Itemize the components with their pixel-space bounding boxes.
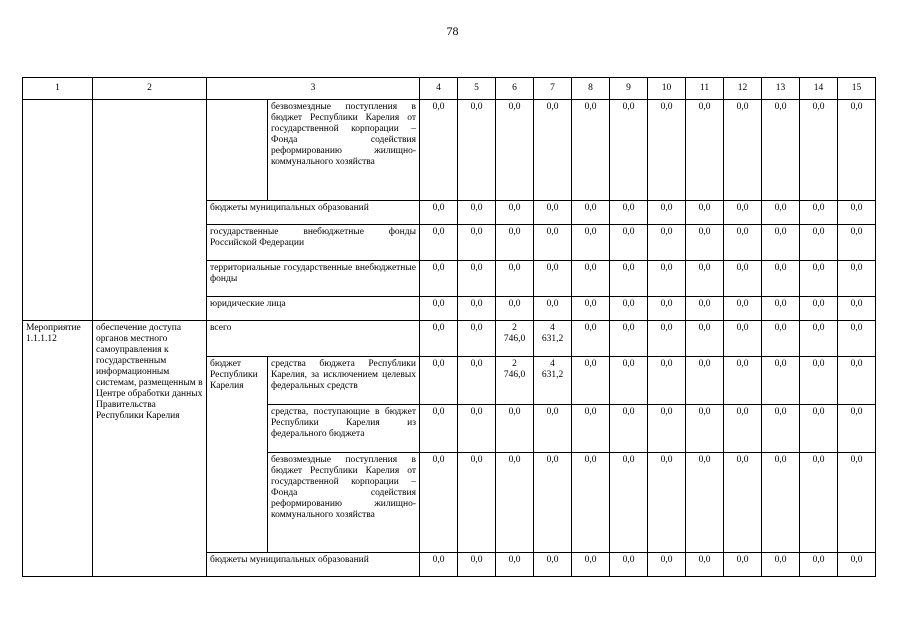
- value-cell: 0,0: [800, 553, 838, 577]
- value-cell: 0,0: [610, 297, 648, 321]
- value-cell: 0,0: [572, 100, 610, 201]
- value-cell: 0,0: [648, 225, 686, 261]
- value-cell: 0,0: [610, 321, 648, 357]
- value-cell: 0,0: [610, 453, 648, 553]
- value-cell: 0,0: [762, 553, 800, 577]
- value-cell: 0,0: [686, 201, 724, 225]
- event-id-cell-empty: [23, 100, 93, 321]
- value-cell: 0,0: [686, 357, 724, 405]
- source-label: юридические лица: [207, 297, 420, 321]
- value-cell: 0,0: [534, 297, 572, 321]
- value-cell: 0,0: [610, 100, 648, 201]
- column-header: 15: [838, 78, 876, 100]
- value-cell: 0,0: [724, 357, 762, 405]
- value-cell: 0,0: [610, 357, 648, 405]
- column-header: 3: [207, 78, 420, 100]
- source-group-cell-empty: [207, 100, 268, 201]
- value-cell: 0,0: [686, 553, 724, 577]
- value-cell: 0,0: [458, 261, 496, 297]
- source-label: бюджеты муниципальных образований: [207, 553, 420, 577]
- source-label: всего: [207, 321, 420, 357]
- column-header: 2: [93, 78, 207, 100]
- value-cell: 0,0: [572, 405, 610, 453]
- value-cell: 0,0: [610, 261, 648, 297]
- column-header: 12: [724, 78, 762, 100]
- value-cell: 0,0: [762, 321, 800, 357]
- value-cell: 0,0: [724, 405, 762, 453]
- column-header: 10: [648, 78, 686, 100]
- value-cell: 0,0: [762, 201, 800, 225]
- value-cell: 0,0: [648, 553, 686, 577]
- value-cell: 0,0: [800, 100, 838, 201]
- value-cell: 0,0: [648, 453, 686, 553]
- value-cell: 0,0: [496, 225, 534, 261]
- value-cell: 0,0: [458, 405, 496, 453]
- value-cell: 0,0: [458, 453, 496, 553]
- value-cell: 0,0: [534, 261, 572, 297]
- column-header: 14: [800, 78, 838, 100]
- value-cell: 0,0: [458, 321, 496, 357]
- column-header: 1: [23, 78, 93, 100]
- value-cell: 0,0: [610, 225, 648, 261]
- value-cell: 0,0: [610, 553, 648, 577]
- value-cell: 0,0: [496, 405, 534, 453]
- value-cell: 0,0: [686, 453, 724, 553]
- value-cell: 0,0: [572, 321, 610, 357]
- column-header: 13: [762, 78, 800, 100]
- value-cell: 0,0: [648, 100, 686, 201]
- value-cell: 0,0: [724, 225, 762, 261]
- value-cell: 0,0: [648, 321, 686, 357]
- value-cell: 0,0: [534, 553, 572, 577]
- value-cell: 0,0: [572, 357, 610, 405]
- value-cell: 0,0: [800, 357, 838, 405]
- value-cell: 0,0: [458, 357, 496, 405]
- value-cell: 0,0: [648, 261, 686, 297]
- value-cell: 0,0: [534, 100, 572, 201]
- source-label: средства, поступающие в бюджет Республики Карелия из федерального бюджета: [268, 405, 420, 453]
- value-cell: 0,0: [496, 261, 534, 297]
- value-cell: 0,0: [838, 321, 876, 357]
- column-header: 5: [458, 78, 496, 100]
- value-cell: 0,0: [458, 201, 496, 225]
- value-cell: 0,0: [496, 553, 534, 577]
- source-label: безвозмездные поступления в бюджет Республики Карелия от государственной корпорации – Фонда содействия реформированию жилищно-коммунального хозяйства: [268, 453, 420, 553]
- value-cell: 0,0: [534, 405, 572, 453]
- value-cell: 0,0: [686, 225, 724, 261]
- value-cell: 0,0: [838, 553, 876, 577]
- value-cell: 0,0: [458, 297, 496, 321]
- value-cell: 0,0: [420, 321, 458, 357]
- source-group-label: бюджет Республики Карелия: [207, 357, 268, 553]
- column-header: 9: [610, 78, 648, 100]
- budget-table: [22, 77, 876, 577]
- table-row: [23, 100, 876, 201]
- value-cell: 0,0: [572, 553, 610, 577]
- value-cell: 2 746,0: [496, 321, 534, 357]
- value-cell: 0,0: [838, 201, 876, 225]
- value-cell: 0,0: [496, 297, 534, 321]
- value-cell: 0,0: [648, 357, 686, 405]
- value-cell: 0,0: [838, 297, 876, 321]
- value-cell: 0,0: [838, 100, 876, 201]
- column-header: 6: [496, 78, 534, 100]
- value-cell: 0,0: [420, 405, 458, 453]
- value-cell: 0,0: [496, 100, 534, 201]
- value-cell: 0,0: [420, 225, 458, 261]
- value-cell: 0,0: [762, 357, 800, 405]
- value-cell: 0,0: [648, 297, 686, 321]
- value-cell: 0,0: [420, 201, 458, 225]
- value-cell: 0,0: [838, 357, 876, 405]
- value-cell: 0,0: [648, 405, 686, 453]
- value-cell: 0,0: [800, 405, 838, 453]
- value-cell: 0,0: [800, 201, 838, 225]
- value-cell: 0,0: [686, 405, 724, 453]
- value-cell: 0,0: [724, 201, 762, 225]
- event-name: обеспечение доступа органов местного самоуправления к государственным информационным системам, размещенным в Центре обработки данных Правительства Республики Карелия: [93, 321, 207, 577]
- value-cell: 0,0: [420, 297, 458, 321]
- source-label: бюджеты муниципальных образований: [207, 201, 420, 225]
- value-cell: 0,0: [648, 201, 686, 225]
- value-cell: 0,0: [800, 321, 838, 357]
- value-cell: 4 631,2: [534, 357, 572, 405]
- value-cell: 0,0: [458, 553, 496, 577]
- source-label: государственные внебюджетные фонды Российской Федерации: [207, 225, 420, 261]
- value-cell: 0,0: [420, 357, 458, 405]
- value-cell: 0,0: [572, 297, 610, 321]
- value-cell: 0,0: [762, 225, 800, 261]
- value-cell: 0,0: [572, 225, 610, 261]
- column-header: 7: [534, 78, 572, 100]
- value-cell: 0,0: [686, 321, 724, 357]
- source-label: средства бюджета Республики Карелия, за исключением целевых федеральных средств: [268, 357, 420, 405]
- table-row: [23, 321, 876, 357]
- value-cell: 0,0: [496, 453, 534, 553]
- value-cell: 0,0: [838, 405, 876, 453]
- value-cell: 0,0: [572, 261, 610, 297]
- value-cell: 0,0: [572, 201, 610, 225]
- column-header: 8: [572, 78, 610, 100]
- value-cell: 0,0: [762, 297, 800, 321]
- value-cell: 0,0: [686, 297, 724, 321]
- value-cell: 0,0: [838, 225, 876, 261]
- value-cell: 0,0: [458, 100, 496, 201]
- source-label: безвозмездные поступления в бюджет Республики Карелия от государственной корпорации – Фонда содействия реформированию жилищно-коммунального хозяйства: [268, 100, 420, 201]
- value-cell: 0,0: [800, 261, 838, 297]
- value-cell: 0,0: [610, 405, 648, 453]
- value-cell: 0,0: [534, 201, 572, 225]
- value-cell: 0,0: [534, 225, 572, 261]
- column-header: 4: [420, 78, 458, 100]
- event-name-cell-empty: [93, 100, 207, 321]
- value-cell: 4 631,2: [534, 321, 572, 357]
- value-cell: 0,0: [762, 100, 800, 201]
- value-cell: 0,0: [724, 321, 762, 357]
- page-number: 78: [446, 24, 459, 38]
- value-cell: 0,0: [534, 453, 572, 553]
- value-cell: 0,0: [724, 453, 762, 553]
- value-cell: 0,0: [838, 261, 876, 297]
- value-cell: 2 746,0: [496, 357, 534, 405]
- column-header: 11: [686, 78, 724, 100]
- value-cell: 0,0: [496, 201, 534, 225]
- value-cell: 0,0: [610, 201, 648, 225]
- source-label: территориальные государственные внебюджетные фонды: [207, 261, 420, 297]
- value-cell: 0,0: [420, 100, 458, 201]
- value-cell: 0,0: [762, 453, 800, 553]
- value-cell: 0,0: [686, 100, 724, 201]
- value-cell: 0,0: [420, 453, 458, 553]
- value-cell: 0,0: [420, 553, 458, 577]
- value-cell: 0,0: [686, 261, 724, 297]
- value-cell: 0,0: [724, 553, 762, 577]
- value-cell: 0,0: [724, 100, 762, 201]
- value-cell: 0,0: [838, 453, 876, 553]
- value-cell: 0,0: [420, 261, 458, 297]
- value-cell: 0,0: [800, 297, 838, 321]
- value-cell: 0,0: [762, 405, 800, 453]
- value-cell: 0,0: [724, 297, 762, 321]
- value-cell: 0,0: [762, 261, 800, 297]
- value-cell: 0,0: [800, 225, 838, 261]
- value-cell: 0,0: [458, 225, 496, 261]
- event-id: Мероприятие 1.1.1.12: [23, 321, 93, 577]
- value-cell: 0,0: [724, 261, 762, 297]
- value-cell: 0,0: [800, 453, 838, 553]
- column-number-row: [23, 78, 876, 100]
- value-cell: 0,0: [572, 453, 610, 553]
